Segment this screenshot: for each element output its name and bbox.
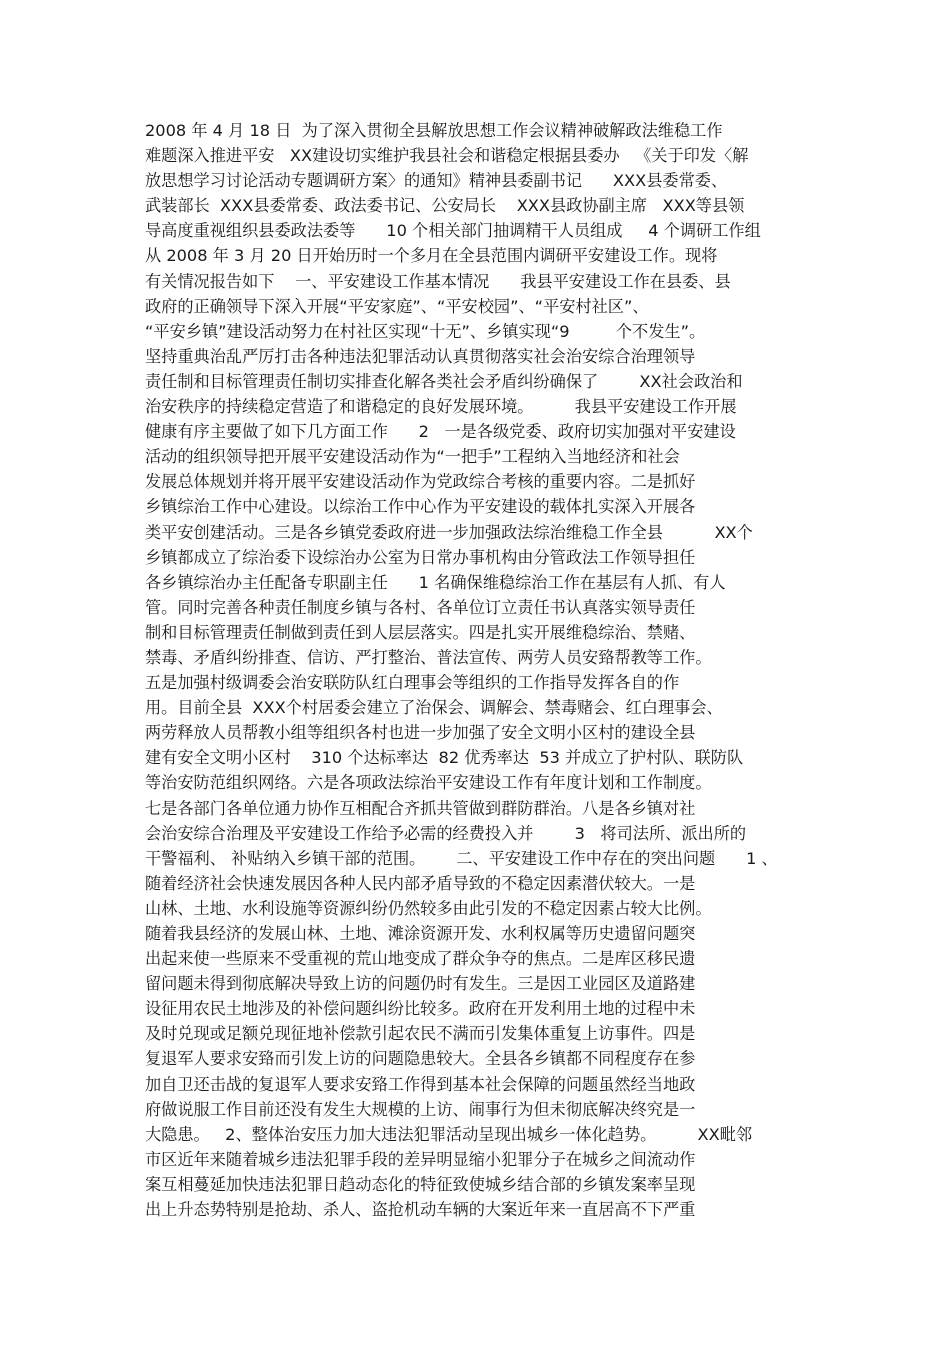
text-line: 活动的组织领导把开展平安建设活动作为“一把手”工程纳入当地经济和社会 bbox=[145, 447, 680, 467]
text-line: 难题深入推进平安 XX建设切实维护我县社会和谐稳定根据县委办 《关于印发〈解 bbox=[145, 146, 749, 166]
text-line: 治安秩序的持续稳定营造了和谐稳定的良好发展环境。 我县平安建设工作开展 bbox=[145, 397, 737, 417]
text-line: 坚持重典治乱严厉打击各种违法犯罪活动认真贯彻落实社会治安综合治理领导 bbox=[145, 346, 696, 366]
text-line: 从 2008 年 3 月 20 日开始历时一个多月在全县范围内调研平安建设工作。现将 bbox=[145, 246, 718, 266]
text-line: 类平安创建活动。三是各乡镇党委政府进一步加强政法综治维稳工作全县 XX个 bbox=[145, 522, 753, 542]
text-line: 禁毒、矛盾纠纷排查、信访、严打整治、普法宣传、两劳人员安臵帮教等工作。 bbox=[145, 647, 712, 667]
text-line: 用。目前全县 XXX个村居委会建立了治保会、调解会、禁毒赌会、红白理事会、 bbox=[145, 698, 723, 718]
text-line: 乡镇综治工作中心建设。以综治工作中心作为平安建设的载体扎实深入开展各 bbox=[145, 497, 696, 517]
text-line: 乡镇都成立了综治委下设综治办公室为日常办事机构由分管政法工作领导担任 bbox=[145, 547, 696, 567]
text-line: 出上升态势特别是抢劫、杀人、盗抢机动车辆的大案近年来一直居高不下严重 bbox=[145, 1200, 696, 1220]
text-line: 健康有序主要做了如下几方面工作 2 一是各级党委、政府切实加强对平安建设 bbox=[145, 422, 736, 442]
text-line: 随着我县经济的发展山林、土地、滩涂资源开发、水利权属等历史遗留问题突 bbox=[145, 924, 696, 943]
text-line: 制和目标管理责任制做到责任到人层层落实。四是扎实开展维稳综治、禁赌、 bbox=[145, 622, 696, 642]
document-body bbox=[145, 118, 825, 1222]
text-line: 发展总体规划并将开展平安建设活动作为党政综合考核的重要内容。二是抓好 bbox=[145, 472, 696, 492]
text-line: 市区近年来随着城乡违法犯罪手段的差异明显缩小犯罪分子在城乡之间流动作 bbox=[145, 1149, 696, 1169]
text-line: 各乡镇综治办主任配备专职副主任 1 名确保维稳综治工作在基层有人抓、有人 bbox=[145, 572, 726, 592]
text-line: 放思想学习讨论活动专题调研方案〉的通知》精神县委副书记 XXX县委常委、 bbox=[145, 171, 728, 191]
text-line: 导高度重视组织县委政法委等 10 个相关部门抽调精干人员组成 4 个调研工作组 bbox=[145, 221, 761, 241]
text-line: 留问题未得到彻底解决导致上访的问题仍时有发生。三是因工业园区及道路建 bbox=[145, 974, 696, 994]
text-line: 五是加强村级调委会治安联防队红白理事会等组织的工作指导发挥各自的作 bbox=[145, 673, 680, 693]
text-line: 管。同时完善各种责任制度乡镇与各村、各单位订立责任书认真落实领导责任 bbox=[145, 597, 696, 617]
text-line: 随着经济社会快速发展因各种人民内部矛盾导致的不稳定因素潜伏较大。一是 bbox=[145, 873, 696, 893]
text-line: 武装部长 XXX县委常委、政法委书记、公安局长 XXX县政协副主席 XXX等县领 bbox=[145, 196, 745, 216]
text-line: 两劳释放人员帮教小组等组织各村也进一步加强了安全文明小区村的建设全县 bbox=[145, 723, 696, 743]
text-line: 及时兑现或足额兑现征地补偿款引起农民不满而引发集体重复上访事件。四是 bbox=[145, 1024, 696, 1044]
text-line: 案互相蔓延加快违法犯罪日趋动态化的特征致使城乡结合部的乡镇发案率呈现 bbox=[145, 1174, 696, 1194]
text-line: 山林、土地、水利设施等资源纠纷仍然较多由此引发的不稳定因素占较大比例。 bbox=[145, 898, 712, 918]
text-line: 等治安防范组织网络。六是各项政法综治平安建设工作有年度计划和工作制度。 bbox=[145, 773, 712, 793]
text-line: 会治安综合治理及平安建设工作给予必需的经费投入并 3 将司法所、派出所的 bbox=[145, 823, 747, 843]
text-line: 加自卫还击战的复退军人要求安臵工作得到基本社会保障的问题虽然经当地政 bbox=[145, 1074, 696, 1094]
text-line: 有关情况报告如下 一、平安建设工作基本情况 我县平安建设工作在县委、县 bbox=[145, 271, 731, 291]
text-line: 七是各部门各单位通力协作互相配合齐抓共管做到群防群治。八是各乡镇对社 bbox=[145, 798, 696, 818]
text-line: 2008 年 4 月 18 日 为了深入贯彻全县解放思想工作会议精神破解政法维稳工作 bbox=[145, 121, 723, 140]
text-line: 设征用农民土地涉及的补偿问题纠纷比较多。政府在开发利用土地的过程中未 bbox=[145, 999, 696, 1019]
text-line: 政府的正确领导下深入开展“平安家庭”、“平安校园”、“平安村社区”、 bbox=[145, 296, 649, 316]
text-line: 出起来使一些原来不受重视的荒山地变成了群众争夺的焦点。二是库区移民遗 bbox=[145, 949, 696, 969]
text-line: 大隐患。 2、整体治安压力加大违法犯罪活动呈现出城乡一体化趋势。 XX毗邻 bbox=[145, 1124, 753, 1144]
text-line: 复退军人要求安臵而引发上访的问题隐患较大。全县各乡镇都不同程度存在参 bbox=[145, 1049, 696, 1069]
text-line: “平安乡镇”建设活动努力在村社区实现“十无”、乡镇实现“9 个不发生”。 bbox=[145, 321, 706, 341]
text-line: 建有安全文明小区村 310 个达标率达 82 优秀率达 53 并成立了护村队、联防队 bbox=[145, 748, 744, 768]
text-line: 府做说服工作目前还没有发生大规模的上访、闹事行为但未彻底解决终究是一 bbox=[145, 1099, 696, 1119]
text-line: 干警福利、 补贴纳入乡镇干部的范围。 二、平安建设工作中存在的突出问题 1 、 bbox=[145, 848, 778, 868]
text-line: 责任制和目标管理责任制切实排查化解各类社会矛盾纠纷确保了 XX社会政治和 bbox=[145, 371, 743, 391]
